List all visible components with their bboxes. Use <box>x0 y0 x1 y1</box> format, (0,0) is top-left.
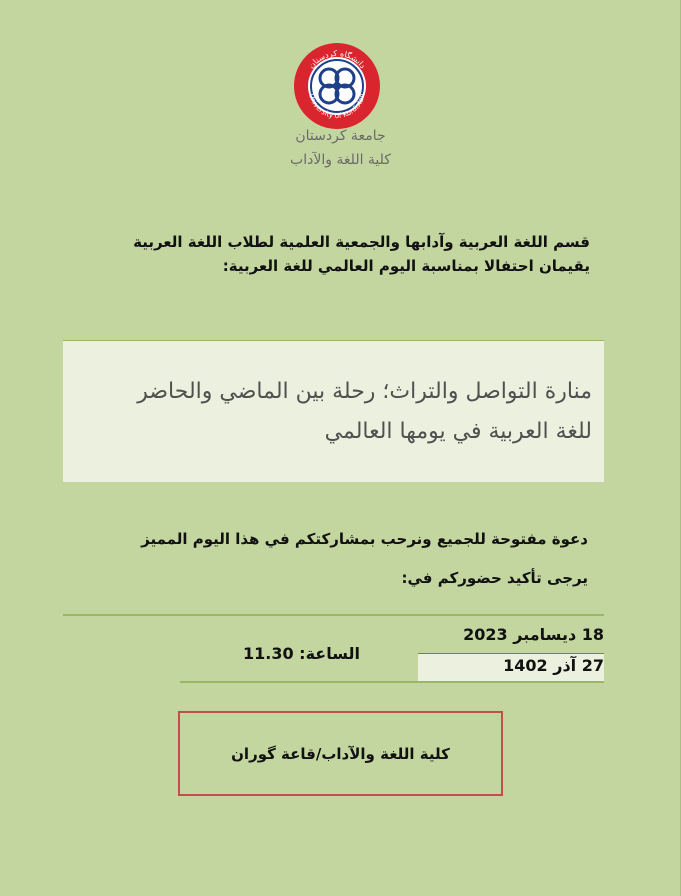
event-title: منارة التواصل والتراث؛ رحلة بين الماضي والحاضر للغة العربية في يومها العالمي <box>137 378 592 444</box>
schedule-underline <box>180 681 604 683</box>
intro-line-1: قسم اللغة العربية وآدابها والجمعية العلمية لطلاب اللغة العربية <box>133 233 590 251</box>
venue-box <box>178 711 503 796</box>
divider-line <box>63 614 604 616</box>
intro-text <box>70 230 590 278</box>
university-name: جامعة كردستان <box>295 128 386 144</box>
logo-bottom-text: University of Kurdistan <box>307 92 367 121</box>
event-title-box <box>63 340 604 482</box>
date-solar: 27 آذر 1402 <box>503 656 604 675</box>
invitation-text <box>68 520 588 598</box>
university-header <box>0 124 681 172</box>
intro-line-2: يقيمان احتفالا بمناسبة اليوم العالمي للغة العربية: <box>222 257 590 275</box>
faculty-name: كلية اللغة والآداب <box>290 152 391 168</box>
event-time: الساعة: 11.30 <box>243 644 360 663</box>
university-seal-icon <box>293 42 381 130</box>
logo-top-text: دانشگاه کردستان <box>306 48 368 71</box>
invitation-line-1: دعوة مفتوحة للجميع ونرحب بمشاركتكم في هذا اليوم المميز <box>141 530 588 548</box>
venue-text: كلية اللغة والآداب/قاعة گوران <box>231 744 450 763</box>
invitation-line-2: يرجى تأكيد حضوركم في: <box>401 569 588 587</box>
date-gregorian: 18 ديسامبر 2023 <box>463 625 604 644</box>
